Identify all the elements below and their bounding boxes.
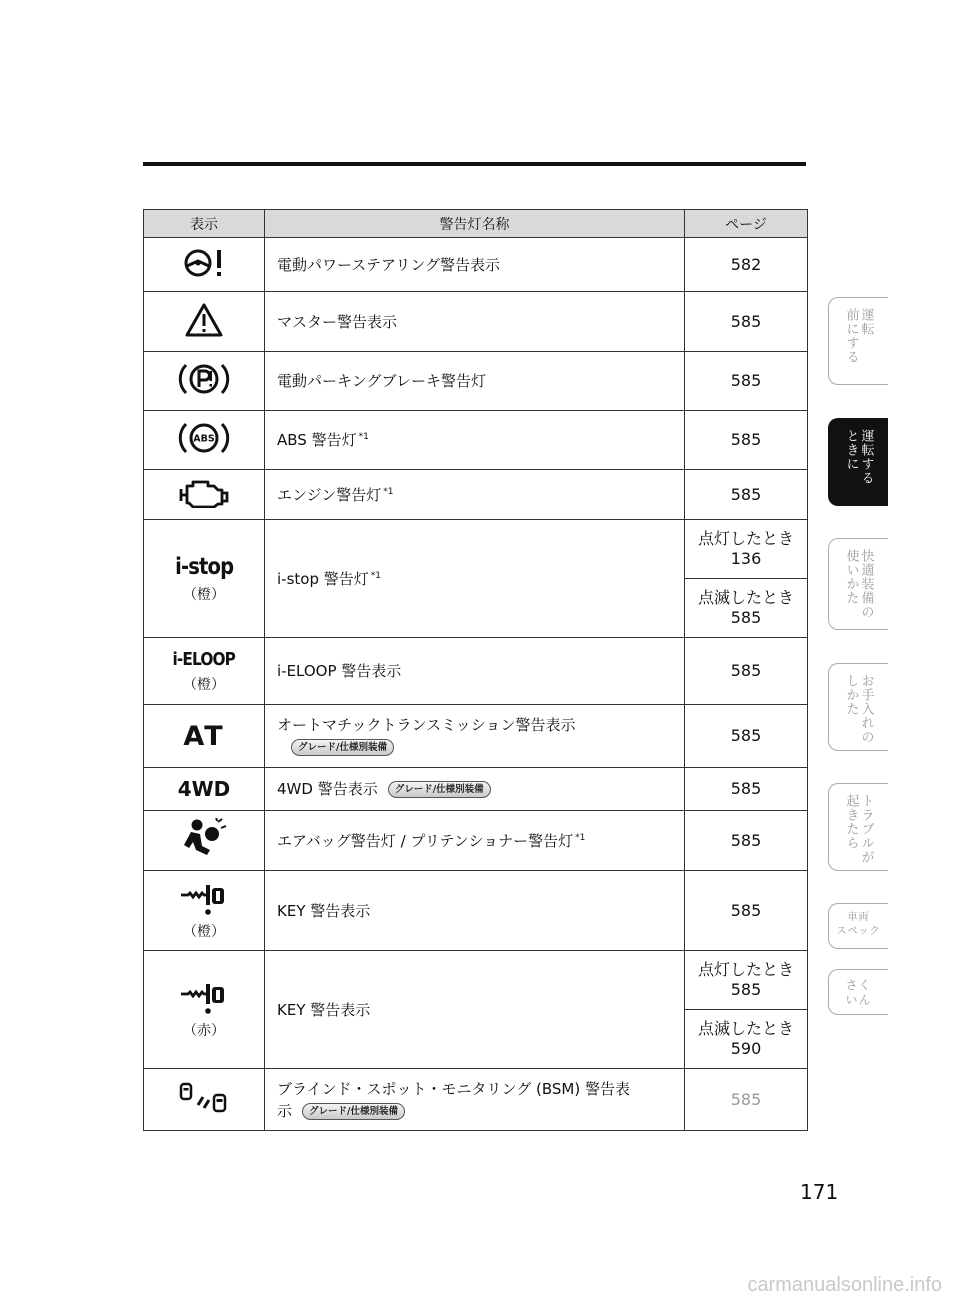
warning-name: i-stop 警告灯 <box>277 569 369 588</box>
page-condition: 点滅したとき <box>697 588 794 607</box>
lamp-color-label: （橙） <box>183 923 225 940</box>
warning-name: ブラインド・スポット・モニタリング (BSM) 警告表 <box>277 1079 630 1098</box>
page-ref: 585 <box>685 768 808 811</box>
key-warning-icon <box>178 980 230 1016</box>
table-row <box>144 811 808 871</box>
page-ref: 585 <box>685 705 808 768</box>
warning-name: 電動パワーステアリング警告表示 <box>265 238 685 292</box>
warning-light-table <box>143 209 808 1131</box>
table-header-row <box>144 210 808 238</box>
grade-badge: グレード/仕様別装備 <box>388 781 491 798</box>
page-condition: 点灯したとき <box>697 529 794 548</box>
page-ref: 582 <box>685 238 808 292</box>
page-ref: 590 <box>730 1039 762 1058</box>
table-row <box>144 520 808 579</box>
key-warning-icon <box>178 881 230 917</box>
page-condition: 点滅したとき <box>697 1019 794 1038</box>
page-condition: 点灯したとき <box>697 960 794 979</box>
ieloop-icon: i-ELOOP <box>172 648 236 670</box>
table-row <box>144 411 808 470</box>
page-ref: 585 <box>685 411 808 470</box>
footnote-marker: *1 <box>358 432 369 442</box>
grade-badge: グレード/仕様別装備 <box>302 1103 405 1120</box>
table-row <box>144 470 808 520</box>
table-row <box>144 951 808 1010</box>
side-tab-before-driving[interactable] <box>828 297 888 385</box>
table-row <box>144 352 808 411</box>
bsm-warning-icon <box>178 1081 230 1115</box>
side-tab-label: 運転 前にする <box>843 308 874 364</box>
page-ref: 585 <box>685 470 808 520</box>
warning-name: エンジン警告灯 <box>277 485 382 504</box>
warning-name: オートマチックトランスミッション警告表示 <box>277 716 576 734</box>
warning-name: i-ELOOP 警告表示 <box>265 638 685 705</box>
warning-name-cont: 示 <box>277 1101 293 1120</box>
side-tab-label: 車両 スペック <box>836 912 881 937</box>
side-tab-vehicle-spec[interactable] <box>828 903 888 949</box>
col-display-header: 表示 <box>144 210 265 238</box>
table-row <box>144 871 808 951</box>
side-tab-label: トラブルが 起きたら <box>843 794 874 864</box>
lamp-color-label: （赤） <box>183 1022 225 1039</box>
svg-text:ABS: ABS <box>193 433 215 445</box>
side-tab-label: お手入れの しかた <box>843 674 874 744</box>
page-ref: 585 <box>685 352 808 411</box>
warning-name: KEY 警告表示 <box>265 871 685 951</box>
page-ref: 585 <box>685 871 808 951</box>
warning-name: エアバッグ警告灯 / プリテンショナー警告灯 <box>277 831 574 850</box>
table-row <box>144 238 808 292</box>
table-row <box>144 705 808 768</box>
abs-warning-icon <box>177 419 231 457</box>
col-name-header: 警告灯名称 <box>265 210 685 238</box>
footnote-marker: *1 <box>383 486 394 497</box>
warning-name: マスター警告表示 <box>265 292 685 352</box>
table-row <box>144 638 808 705</box>
table-row <box>144 768 808 811</box>
footnote-marker: *1 <box>370 570 381 581</box>
page-ref: 585 <box>685 292 808 352</box>
airbag-warning-icon <box>180 818 228 860</box>
table-row <box>144 292 808 352</box>
page-ref: 585 <box>685 1069 808 1131</box>
side-tab-label: さく いん <box>845 978 872 1007</box>
master-warning-icon <box>184 302 224 338</box>
lamp-color-label: （橙） <box>183 586 225 603</box>
grade-badge: グレード/仕様別装備 <box>291 739 394 756</box>
warning-name: 電動パーキングブレーキ警告灯 <box>265 352 685 411</box>
istop-icon: i-stop <box>174 553 234 580</box>
side-tab-comfort-equipment[interactable] <box>828 538 888 630</box>
at-icon: AT <box>183 720 225 752</box>
side-tab-maintenance[interactable] <box>828 663 888 751</box>
warning-name: 4WD 警告表示 <box>277 780 378 798</box>
page-ref: 585 <box>685 638 808 705</box>
warning-name: KEY 警告表示 <box>265 951 685 1069</box>
col-page-header: ページ <box>685 210 808 238</box>
warning-name: ABS 警告灯 <box>277 431 357 449</box>
side-tab-label: 快適装備の 使いかた <box>843 549 874 619</box>
side-tab-index[interactable] <box>828 969 888 1015</box>
side-tab-label: 運転する ときに <box>843 429 874 485</box>
page-ref: 136 <box>730 549 762 568</box>
engine-warning-icon <box>178 478 230 508</box>
page-ref: 585 <box>730 608 762 627</box>
steering-warning-icon <box>181 246 227 280</box>
side-tab-while-driving[interactable] <box>828 418 888 506</box>
parking-brake-warning-icon <box>177 360 231 398</box>
footnote-marker: *1 <box>575 832 586 843</box>
page-ref: 585 <box>685 811 808 871</box>
page-ref: 585 <box>730 980 762 999</box>
side-tab-trouble[interactable] <box>828 783 888 871</box>
page-number: 171 <box>800 1180 839 1204</box>
top-rule <box>143 162 806 166</box>
4wd-icon: 4WD <box>177 777 231 801</box>
table-row <box>144 1069 808 1131</box>
lamp-color-label: （橙） <box>183 676 225 693</box>
footer-watermark: carmanualsonline.info <box>747 1274 942 1296</box>
